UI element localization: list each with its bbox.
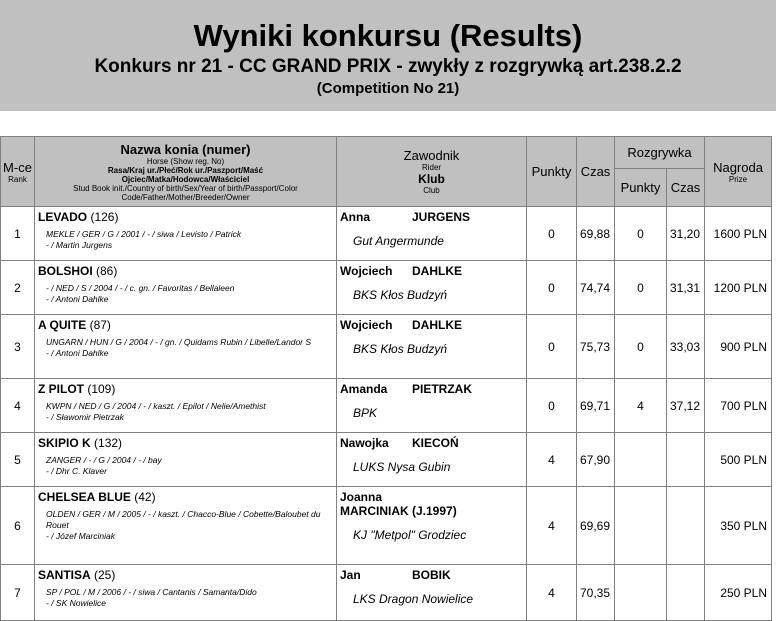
horse-details: MEKLE / GER / G / 2001 / - / siwa / Levisto / Patrick <box>46 229 242 239</box>
time-cell: 74,74 <box>577 261 615 315</box>
rank-cell: 4 <box>1 379 35 433</box>
prize-cell: 700 PLN <box>705 379 772 433</box>
horse-details: UNGARN / HUN / G / 2004 / - / gn. / Quidams Rubin / Libelle/Landor S <box>46 337 312 347</box>
points-cell: 4 <box>527 487 577 565</box>
header-rider: Zawodnik Rider Klub Club <box>337 137 527 207</box>
rider-club: KJ "Metpol" Grodziec <box>353 528 467 542</box>
horse-name: A QUITE <box>38 318 87 332</box>
rider-first-name: Amanda <box>340 382 388 396</box>
table-row <box>1 379 772 433</box>
horse-number: (87) <box>86 318 111 332</box>
points-cell: 0 <box>527 379 577 433</box>
table-row <box>1 261 772 315</box>
rider-cell <box>337 261 527 315</box>
horse-cell <box>35 315 337 379</box>
horse-name: BOLSHOI <box>38 264 93 278</box>
horse-cell <box>35 433 337 487</box>
prize-cell: 1600 PLN <box>705 207 772 261</box>
jumpoff-points-cell: 0 <box>615 315 667 379</box>
horse-name: CHELSEA BLUE <box>38 490 131 504</box>
horse-number: (126) <box>87 210 119 224</box>
table-row <box>1 487 772 565</box>
rider-cell <box>337 433 527 487</box>
header-jumpoff: Rozgrywka <box>615 137 705 169</box>
horse-details: - / NED / S / 2004 / - / c. gn. / Favoritas / Bellaleen <box>46 283 235 293</box>
header-rank: M-ce Rank <box>1 137 35 207</box>
competition-number: (Competition No 21) <box>316 80 460 97</box>
header-horse: Nazwa konia (numer) Horse (Show reg. No) Rasa/Kraj ur./Płeć/Rok ur./Paszport/Maść Ojciec/Matka/Hodowca/Właściciel Stud Book init./Country of birth/Sex/Year of birth/Passport/Color Code/Father/Mother/Breeder/Owner <box>35 137 337 207</box>
points-cell: 0 <box>527 261 577 315</box>
rider-last-name: DAHLKE <box>412 318 462 332</box>
rider-club: LUKS Nysa Gubin <box>353 460 451 474</box>
horse-details: ZANGER / - / G / 2004 / - / bay <box>46 455 162 465</box>
rank-cell: 2 <box>1 261 35 315</box>
horse-name: Z PILOT <box>38 382 84 396</box>
prize-cell: 1200 PLN <box>705 261 772 315</box>
rider-first-name: Nawojka <box>340 436 389 450</box>
results-table <box>0 136 772 621</box>
jumpoff-points-cell <box>615 565 667 621</box>
rider-first-name: Anna <box>340 210 370 224</box>
jumpoff-time-cell: 31,31 <box>667 261 705 315</box>
horse-owner: - / SK Nowielice <box>46 598 106 608</box>
horse-number: (25) <box>90 568 116 582</box>
rider-club: BKS Kłos Budzyń <box>353 288 448 302</box>
rider-last-name: JURGENS <box>412 210 471 224</box>
jumpoff-points-cell: 0 <box>615 207 667 261</box>
time-cell: 69,71 <box>577 379 615 433</box>
horse-cell <box>35 487 337 565</box>
points-cell: 4 <box>527 565 577 621</box>
horse-details: SP / POL / M / 2006 / - / siwa / Cantanis / Samanta/Dido <box>46 587 257 597</box>
jumpoff-time-cell: 31,20 <box>667 207 705 261</box>
table-row <box>1 565 772 621</box>
horse-number: (132) <box>90 436 123 450</box>
rider-last-name: MARCINIAK (J.1997) <box>340 504 457 518</box>
points-cell: 0 <box>527 315 577 379</box>
rider-cell <box>337 565 527 621</box>
rank-cell: 5 <box>1 433 35 487</box>
rider-first-name: Wojciech <box>340 264 393 278</box>
horse-cell <box>35 379 337 433</box>
rider-cell <box>337 315 527 379</box>
table-row <box>1 433 772 487</box>
rider-last-name: KIECOŃ <box>412 436 459 450</box>
rider-first-name: Wojciech <box>340 318 393 332</box>
rider-last-name: BOBIK <box>412 568 451 582</box>
horse-name: SANTISA <box>38 568 91 582</box>
prize-cell: 350 PLN <box>705 487 772 565</box>
page-title: Wyniki konkursu (Results) <box>193 18 583 53</box>
rider-last-name: PIETRZAK <box>412 382 472 396</box>
results-banner <box>0 0 776 111</box>
rider-club: LKS Dragon Nowielice <box>353 592 474 606</box>
rank-cell: 3 <box>1 315 35 379</box>
competition-subtitle: Konkurs nr 21 - CC GRAND PRIX - zwykły z rozgrywką art.238.2.2 <box>94 56 682 77</box>
horse-details: KWPN / NED / G / 2004 / - / kaszt. / Epilot / Nelie/Amethist <box>46 401 266 411</box>
horse-owner: - / Antoni Dahlke <box>46 348 109 358</box>
horse-owner: - / Józef Marciniak <box>46 531 115 541</box>
horse-owner: - / Sławomir Pietrzak <box>46 412 124 422</box>
header-jumpoff-points: Punkty <box>615 169 667 207</box>
prize-cell: 500 PLN <box>705 433 772 487</box>
horse-name: LEVADO <box>38 210 88 224</box>
horse-details: OLDEN / GER / M / 2005 / - / kaszt. / Chacco-Blue / Cobette/Baloubet du Rouet <box>46 509 321 530</box>
horse-number: (86) <box>92 264 118 278</box>
rank-cell: 1 <box>1 207 35 261</box>
jumpoff-points-cell <box>615 433 667 487</box>
jumpoff-time-cell <box>667 487 705 565</box>
rider-club: Gut Angermunde <box>353 234 444 248</box>
jumpoff-time-cell: 33,03 <box>667 315 705 379</box>
rider-last-name: DAHLKE <box>412 264 462 278</box>
header-time: Czas <box>577 137 615 207</box>
jumpoff-points-cell: 4 <box>615 379 667 433</box>
horse-cell <box>35 207 337 261</box>
rider-club: BPK <box>353 406 378 420</box>
horse-number: (109) <box>84 382 116 396</box>
horse-owner: - / Antoni Dahlke <box>46 294 109 304</box>
rider-first-name: Jan <box>340 568 361 582</box>
rank-cell: 7 <box>1 565 35 621</box>
table-row <box>1 207 772 261</box>
jumpoff-time-cell <box>667 433 705 487</box>
rider-first-name: Joanna <box>340 490 383 504</box>
horse-cell <box>35 565 337 621</box>
time-cell: 70,35 <box>577 565 615 621</box>
points-cell: 0 <box>527 207 577 261</box>
horse-cell <box>35 261 337 315</box>
rider-cell <box>337 487 527 565</box>
rank-cell: 6 <box>1 487 35 565</box>
horse-number: (42) <box>130 490 156 504</box>
prize-cell: 900 PLN <box>705 315 772 379</box>
rider-club: BKS Kłos Budzyń <box>353 342 448 356</box>
prize-cell: 250 PLN <box>705 565 772 621</box>
horse-owner: - / Martin Jurgens <box>46 240 113 250</box>
table-row <box>1 315 772 379</box>
time-cell: 67,90 <box>577 433 615 487</box>
rider-cell <box>337 379 527 433</box>
jumpoff-time-cell: 37,12 <box>667 379 705 433</box>
time-cell: 69,69 <box>577 487 615 565</box>
rider-cell <box>337 207 527 261</box>
points-cell: 4 <box>527 433 577 487</box>
header-prize: Nagroda Prize <box>705 137 772 207</box>
jumpoff-points-cell <box>615 487 667 565</box>
horse-owner: - / Dhr C. Klaver <box>46 466 107 476</box>
horse-name: SKIPIO K <box>38 436 91 450</box>
header-jumpoff-time: Czas <box>667 169 705 207</box>
jumpoff-time-cell <box>667 565 705 621</box>
time-cell: 69,88 <box>577 207 615 261</box>
jumpoff-points-cell: 0 <box>615 261 667 315</box>
time-cell: 75,73 <box>577 315 615 379</box>
header-points: Punkty <box>527 137 577 207</box>
